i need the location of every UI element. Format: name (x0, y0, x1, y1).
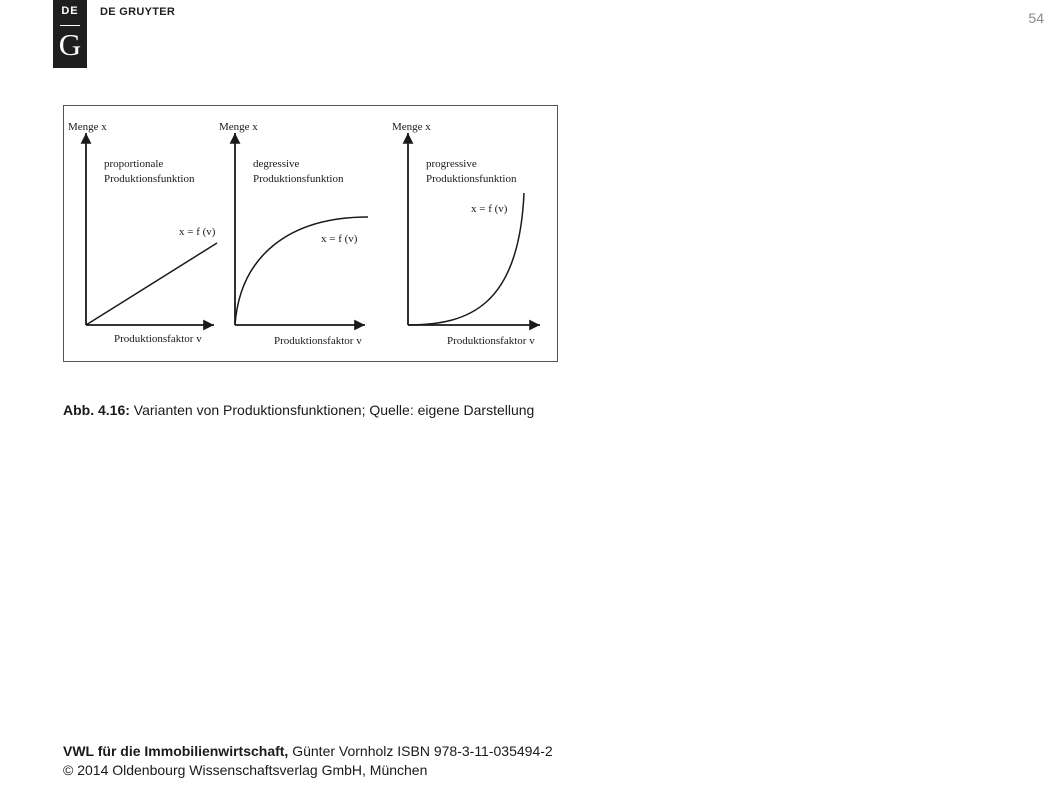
logo-de-text: DE (61, 5, 79, 17)
panel-1-function-label: x = f (v) (179, 226, 216, 238)
panel-1-title-line2: Produktionsfunktion (104, 173, 195, 185)
author-isbn: Günter Vornholz ISBN 978-3-11-035494-2 (288, 743, 553, 759)
panel-2-function-label: x = f (v) (321, 233, 358, 245)
panel-2-x-axis-label: Produktionsfaktor v (274, 335, 362, 347)
page-number: 54 (1028, 10, 1044, 26)
panel-2-title-line1: degressive (253, 158, 300, 170)
publisher-name: DE GRUYTER (100, 6, 176, 18)
caption-label: Abb. 4.16: (63, 402, 130, 418)
panel-1-x-axis-label: Produktionsfaktor v (114, 333, 202, 345)
footer-line-1 (63, 742, 553, 761)
panel-2-y-axis-label: Menge x (219, 121, 258, 133)
panel-2-title-line2: Produktionsfunktion (253, 173, 344, 185)
publisher-logo (53, 0, 87, 68)
logo-divider (60, 25, 80, 26)
production-functions-figure (64, 106, 559, 363)
panel-3-title-line2: Produktionsfunktion (426, 173, 517, 185)
copyright: © 2014 Oldenbourg Wissenschaftsverlag GmbH, München (63, 762, 428, 778)
panel-progressive (392, 121, 540, 347)
panel-degressive (219, 121, 368, 347)
figure-frame (63, 105, 558, 362)
caption-text: Varianten von Produktionsfunktionen; Quelle: eigene Darstellung (129, 402, 535, 418)
panel-1-y-axis-label: Menge x (68, 121, 107, 133)
figure-caption (63, 402, 534, 418)
panel-3-x-axis-label: Produktionsfaktor v (447, 335, 535, 347)
panel-3-function-label: x = f (v) (471, 203, 508, 215)
book-title: VWL für die Immobilienwirtschaft, (63, 743, 289, 759)
panel-proportional (68, 121, 217, 345)
panel-3-y-axis-label: Menge x (392, 121, 431, 133)
footer (63, 742, 553, 780)
panel-1-title-line1: proportionale (104, 158, 164, 170)
logo-g-text: G (58, 27, 82, 62)
panel-3-title-line1: progressive (426, 158, 477, 170)
panel-1-curve (86, 243, 217, 325)
